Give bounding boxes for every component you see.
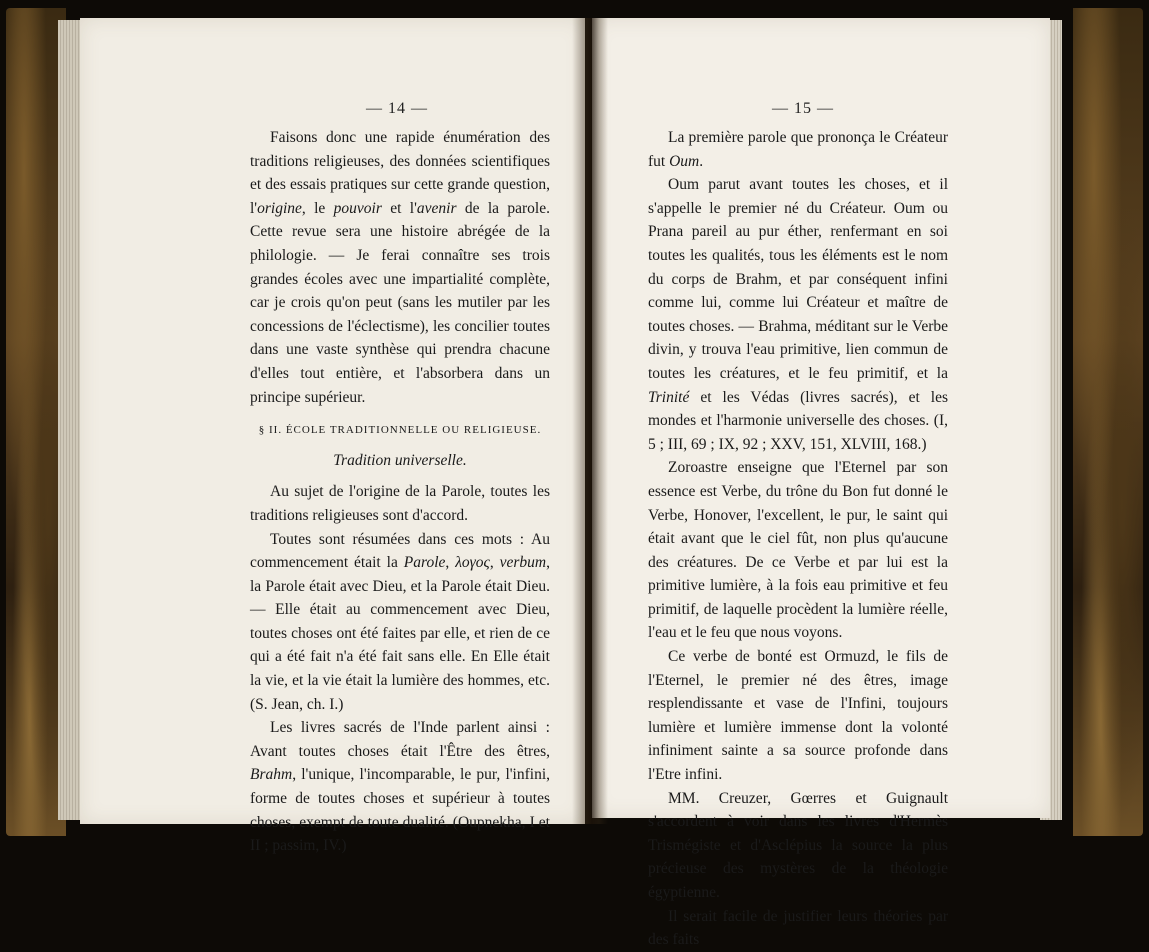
paragraph: La première parole que prononça le Créateur fut Oum. bbox=[648, 129, 948, 170]
paragraph: MM. Creuzer, Gœrres et Guignault s'accordent à voir dans les livres d'Hermès Trismégiste et d'Asclépius la source la plus précieuse des mystères de la théologie égyptienne. bbox=[648, 789, 948, 901]
paragraph: Faisons donc une rapide énumération des traditions religieuses, des données scientifiques et des essais pratiques sur cette grande question, l'origine, le pouvoir et l'avenir de la parole. Cette revue sera une histoire abrégée de la philologie. — Je ferai connaître ses trois grandes écoles avec une impartialité complète, car je crois qu'on peut (sans les mutiler par les concessions de l'éclectisme), les concilier toutes dans une vaste synthèse qui prendra chacune d'elles tout entière, et l'absorbera dans un principe supérieur. bbox=[250, 129, 550, 406]
page-number: — 15 — bbox=[772, 100, 834, 117]
paragraph: Toutes sont résumées dans ces mots : Au commencement était la Parole, λογος, verbum, la Parole était avec Dieu, et la Parole était Dieu. — Elle était au commencement avec Dieu, toutes choses ont été faites par elle, et rien de ce qui a été fait n'a été fait sans elle. En Elle était la vie, et la vie était la lumière des hommes, etc. (S. Jean, ch. I.) bbox=[250, 530, 551, 713]
paragraph: Oum parut avant toutes les choses, et il s'appelle le premier né du Créateur. Oum ou Prana pareil au pur éther, renfermant en soi toutes les qualités, tous les éléments est le nom du corps de Brahm, et par conséquent infini comme lui, comme lui Créateur et maître de toutes choses. — Brahma, méditant sur le Verbe divin, y trouva l'eau primitive, lien commun de toutes les créatures, et le feu primitif, et la Trinité et les Védas (livres sacrés), et les mondes et l'harmonie universelle des choses. (I, 5 ; III, 69 ; IX, 92 ; XXV, 151, XLVIII, 168.) bbox=[648, 176, 948, 453]
subheading: Tradition universelle. bbox=[333, 451, 467, 469]
marbled-cover-left bbox=[6, 8, 66, 836]
left-page-text bbox=[250, 126, 550, 858]
paragraph: Zoroastre enseigne que l'Eternel par son essence est Verbe, du trône du Bon fut donné le Verbe, Honover, l'excellent, le pur, le saint qui était avant que le ciel fût, non plus qu'aucune des créatures. De ce Verbe et par lui est la primitive lumière, à la fois eau primitive et feu primitif, de laquelle procèdent la lumière réelle, l'eau et le feu que nous voyons. bbox=[648, 459, 948, 642]
right-page-text bbox=[648, 126, 948, 952]
section-heading: § II. ÉCOLE TRADITIONNELLE OU RELIGIEUSE. bbox=[258, 424, 542, 437]
paragraph: Au sujet de l'origine de la Parole, toutes les traditions religieuses sont d'accord. bbox=[250, 483, 550, 524]
paragraph: Ce verbe de bonté est Ormuzd, le fils de l'Eternel, le premier né des êtres, image resplendissante et vase de l'Infini, toujours lumière et lumière immense dont la volonté infiniment sainte a sa source profonde dans l'Etre infini. bbox=[648, 648, 948, 784]
page-number: — 14 — bbox=[366, 100, 428, 117]
paragraph: Les livres sacrés de l'Inde parlent ainsi : Avant toutes choses était l'Être des êtres, Brahm, l'unique, l'incomparable, le pur, l'infini, forme de toutes choses et supérieur à toutes choses, exempt de toute dualité. (Oupnekha, I et II ; passim, IV.) bbox=[250, 719, 550, 855]
right-page bbox=[592, 18, 1050, 949]
paragraph: Il serait facile de justifier leurs théories par des faits bbox=[648, 907, 948, 949]
book-gutter bbox=[572, 18, 608, 824]
left-page bbox=[80, 18, 585, 855]
marbled-cover-right bbox=[1073, 8, 1143, 836]
